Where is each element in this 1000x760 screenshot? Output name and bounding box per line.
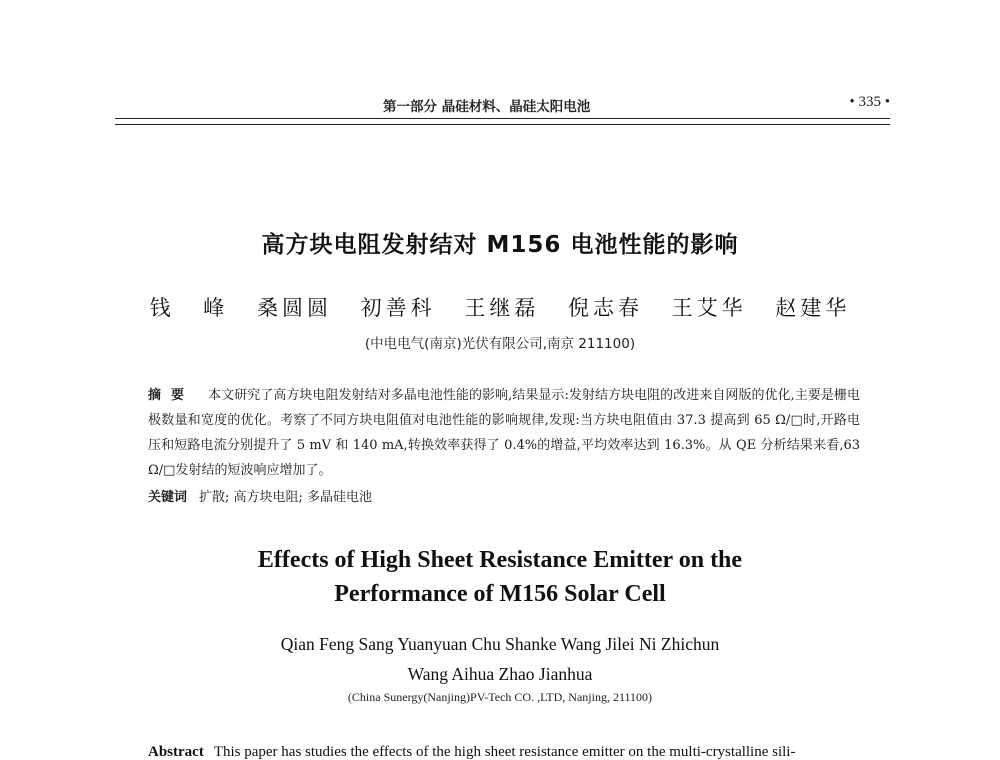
abstract-label-chinese: 摘要 [148,388,195,403]
section-title: 第一部分 晶硅材料、晶硅太阳电池 [383,99,591,115]
header-rule-top [115,118,890,119]
author-list-english [0,629,1000,689]
keywords-label-chinese: 关键词 [148,490,188,505]
author-list-english-line1: Qian Feng Sang Yuanyuan Chu Shanke Wang Jilei Ni Zhichun [280,634,720,654]
abstract-text-chinese: 本文研究了高方块电阻发射结对多晶电池性能的影响,结果显示:发射结方块电阻的改进来自网版的优化,主要是栅电极数量和宽度的优化。考察了不同方块电阻值对电池性能的影响规律,发现:当方块电阻值由 37.3 提高到 65 Ω/□时,开路电压和短路电流分别提升了 5 mV 和 140 mA,转换效率获得了 0.4%的增益,平均效率达到 16.3%。从 QE 分析结果来看,63 Ω/□发射结的短波响应增加了。 [148,388,860,478]
page-number: • 335 • [849,94,890,110]
paper-title-english [0,543,1000,611]
abstract-text-english: This paper has studies the effects of the high sheet resistance emitter on the multi-crystalline sili- [213,744,796,760]
paper-title-english-line1: Effects of High Sheet Resistance Emitter on the [257,547,743,573]
paper-title-english-line2: Performance of M156 Solar Cell [334,581,666,607]
paper-title-chinese: 高方块电阻发射结对 M156 电池性能的影响 [261,232,739,258]
keywords-text-chinese: 扩散; 高方块电阻; 多晶硅电池 [199,490,373,505]
abstract-label-english: Abstract [148,744,204,760]
keywords-chinese [148,486,860,505]
affiliation-english: (China Sunergy(Nanjing)PV-Tech CO. ,LTD, Nanjing, 211100) [347,690,653,704]
running-header [115,92,890,118]
header-rule-bottom [115,124,890,125]
author-list-english-line2: Wang Aihua Zhao Jianhua [407,664,593,684]
abstract-english [148,742,860,760]
author-list-chinese: 钱 峰 桑圆圆 初善科 王继磊 倪志春 王艾华 赵建华 [149,296,851,320]
affiliation-chinese: (中电电气(南京)光伏有限公司,南京 211100) [364,336,636,352]
abstract-chinese [148,383,860,483]
